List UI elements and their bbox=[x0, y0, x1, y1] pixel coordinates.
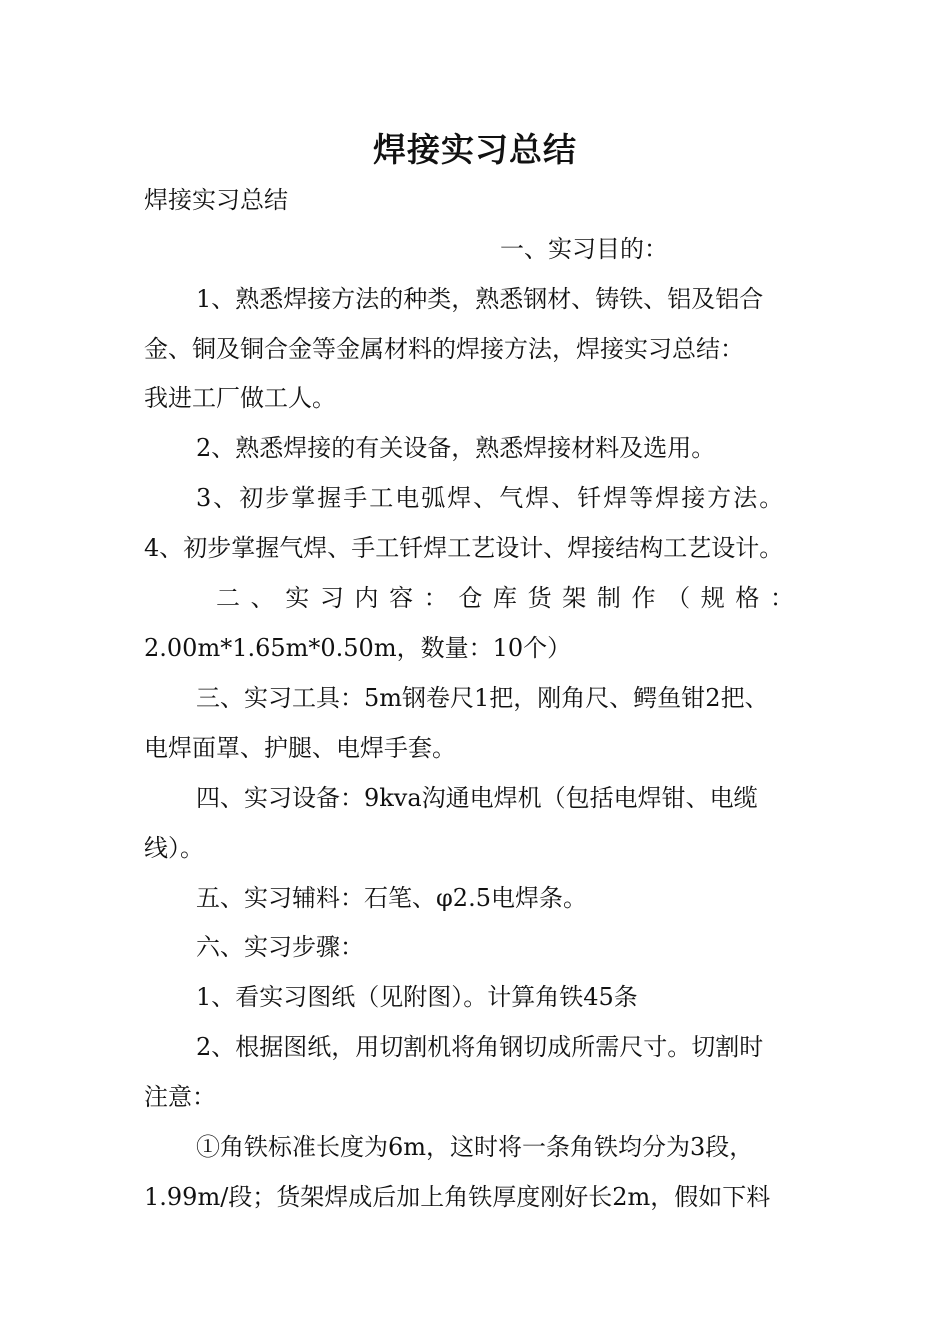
section-heading-materials: 五、实习辅料：石笔、φ2.5电焊条。 bbox=[196, 884, 587, 912]
paragraph-line: 2.00m*1.65m*0.50m，数量：10个） bbox=[144, 634, 572, 662]
section-heading-tools: 三、实习工具：5m钢卷尺1把，刚角尺、鳄鱼钳2把、 bbox=[196, 684, 769, 712]
section-heading-purpose: 一、实习目的： bbox=[500, 235, 668, 263]
paragraph-line: 2、根据图纸，用切割机将角钢切成所需尺寸。切割时 bbox=[196, 1033, 764, 1061]
paragraph-line: 2、熟悉焊接的有关设备，熟悉焊接材料及选用。 bbox=[196, 434, 716, 462]
paragraph-line: 电焊面罩、护腿、电焊手套。 bbox=[144, 734, 456, 762]
paragraph-line: 金、铜及铜合金等金属材料的焊接方法，焊接实习总结： bbox=[144, 335, 744, 363]
paragraph-line: 1.99m/段；货架焊成后加上角铁厚度刚好长2m，假如下料 bbox=[144, 1183, 771, 1211]
document-subtitle: 焊接实习总结 bbox=[144, 186, 288, 214]
paragraph-line: 1、熟悉焊接方法的种类，熟悉钢材、铸铁、铝及铝合 bbox=[196, 285, 764, 313]
paragraph-line: 注意： bbox=[144, 1083, 216, 1111]
paragraph-line: 1、看实习图纸（见附图）。计算角铁45条 bbox=[196, 983, 638, 1011]
paragraph-line: ①角铁标准长度为6m，这时将一条角铁均分为3段， bbox=[196, 1133, 754, 1161]
paragraph-line: 我进工厂做工人。 bbox=[144, 384, 336, 412]
section-heading-steps: 六、实习步骤： bbox=[196, 933, 364, 961]
section-heading-content: 二、实习内容：仓库货架制作（规格： bbox=[216, 584, 794, 612]
paragraph-line: 线）。 bbox=[144, 834, 204, 862]
paragraph-line: 3、初步掌握手工电弧焊、气焊、钎焊等焊接方法。 bbox=[196, 484, 786, 512]
document-title: 焊接实习总结 bbox=[373, 130, 577, 169]
section-heading-equipment: 四、实习设备：9kva沟通电焊机（包括电焊钳、电缆 bbox=[196, 784, 758, 812]
paragraph-line: 4、初步掌握气焊、手工钎焊工艺设计、焊接结构工艺设计。 bbox=[144, 534, 784, 562]
